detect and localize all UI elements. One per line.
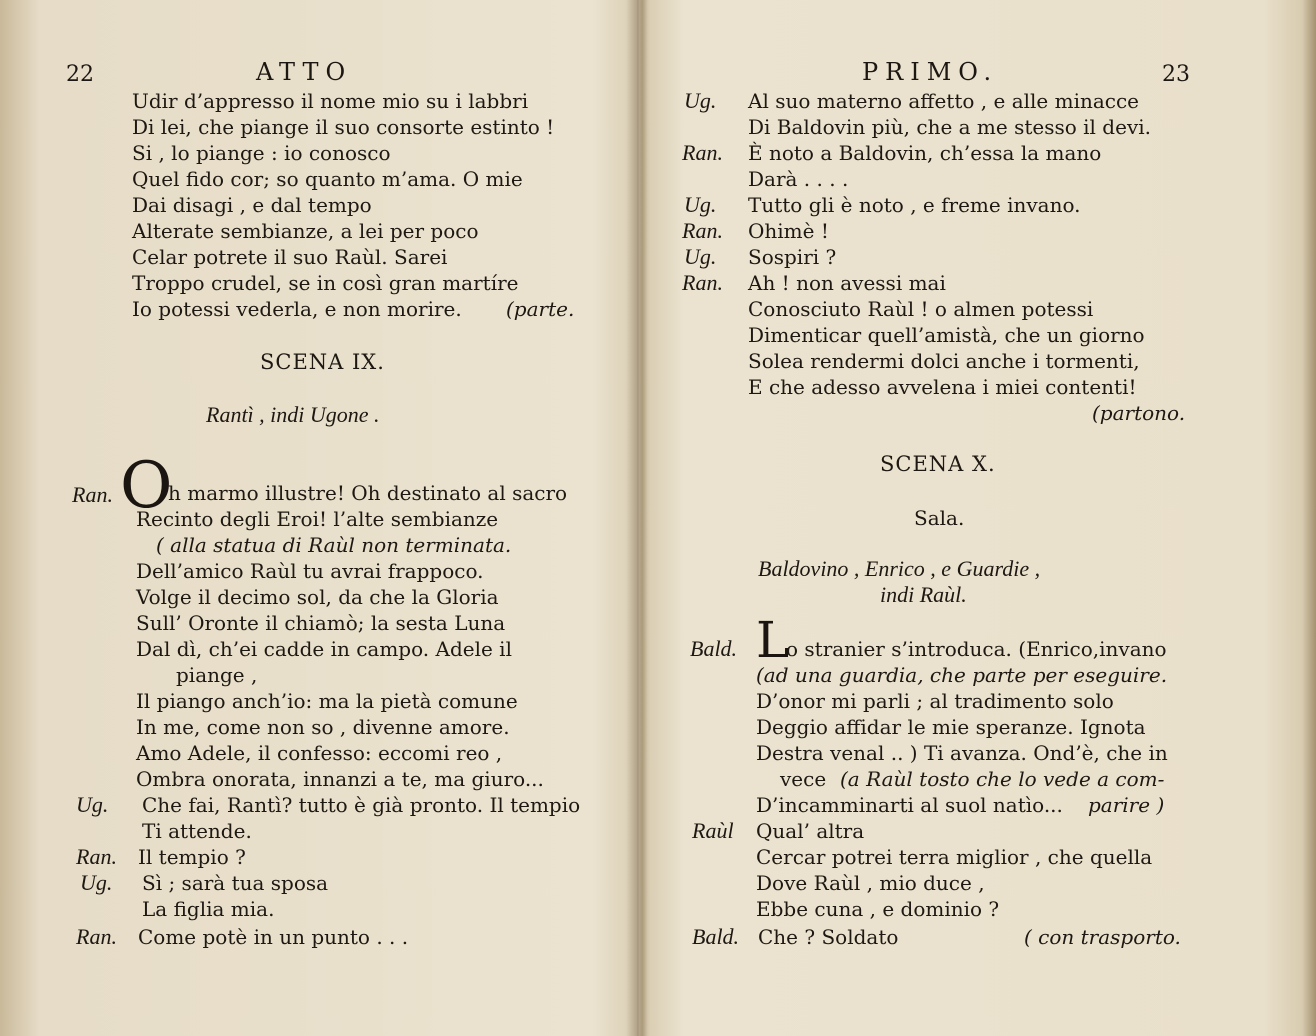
speaker-label: Ran. (76, 844, 117, 869)
scene-characters: indi Raùl. (880, 582, 967, 607)
verse-line: Ohimè ! (748, 219, 829, 243)
speaker-label: Ug. (80, 870, 113, 895)
verse-line: Di Baldovin più, che a me stesso il devi. (748, 115, 1151, 139)
verse-line: Dimenticar quell’amistà, che un giorno (748, 323, 1145, 347)
verse-line: Solea rendermi dolci anche i tormenti, (748, 349, 1140, 373)
verse-line: Sull’ Oronte il chiamò; la sesta Luna (136, 611, 506, 635)
verse-line: Celar potrete il suo Raùl. Sarei (132, 245, 448, 269)
verse-line: o stranier s’introduca. (Enrico,invano (786, 637, 1167, 661)
verse-line: Sospiri ? (748, 245, 837, 269)
speaker-label: Ran. (682, 140, 723, 165)
verse-line: E che adesso avvelena i miei contenti! (748, 375, 1137, 399)
verse-line: Ombra onorata, innanzi a te, ma giuro... (136, 767, 544, 791)
verse-line: Volge il decimo sol, da che la Gloria (136, 585, 499, 609)
verse-line: h marmo illustre! Oh destinato al sacro (168, 481, 568, 505)
speaker-label: Bald. (692, 924, 740, 949)
page-number: 22 (66, 62, 94, 87)
verse-line: Sì ; sarà tua sposa (142, 871, 329, 895)
verse-line: Conosciuto Raùl ! o almen potessi (748, 297, 1094, 321)
verse-line: Di lei, che piange il suo consorte estinto ! (132, 115, 555, 139)
verse-line: Udir d’appresso il nome mio su i labbri (132, 89, 529, 113)
verse-line: Che ? Soldato (758, 925, 899, 949)
verse-line: Come potè in un punto . . . (138, 925, 409, 949)
verse-line: Qual’ altra (756, 819, 865, 843)
verse-line: Alterate sembianze, a lei per poco (132, 219, 479, 243)
verse-line: Dal dì, ch’ei cadde in campo. Adele il (136, 637, 512, 661)
verse-line: Destra venal .. ) Ti avanza. Ond’è, che in (756, 741, 1168, 765)
verse-line: Si , lo piange : io conosco (132, 141, 391, 165)
verse-line: Darà . . . . (748, 167, 849, 191)
verse-line: In me, come non so , divenne amore. (136, 715, 510, 739)
verse-line: Ti attende. (142, 819, 252, 843)
verse-line: La figlia mia. (142, 897, 275, 921)
running-head: PRIMO. (862, 58, 999, 86)
speaker-label: Raùl (692, 818, 734, 843)
verse-line: Quel fido cor; so quanto m’ama. O mie (132, 167, 523, 191)
speaker-label: Ran. (76, 924, 117, 949)
speaker-label: Ug. (76, 792, 109, 817)
speaker-label: Ug. (684, 244, 717, 269)
stage-direction: (ad una guardia, che parte per eseguire. (756, 663, 1168, 687)
verse-line: Dove Raùl , mio duce , (756, 871, 985, 895)
scene-title: SCENA IX. (260, 350, 385, 374)
verse-line: Dell’amico Raùl tu avrai frappoco. (136, 559, 484, 583)
speaker-label: Ran. (682, 270, 723, 295)
verse-line: Al suo materno affetto , e alle minacce (748, 89, 1140, 113)
scene-title: SCENA X. (880, 452, 996, 476)
drop-capital: L (756, 611, 790, 669)
verse-line: Cercar potrei terra miglior , che quella (756, 845, 1153, 869)
stage-direction: ( alla statua di Raùl non terminata. (156, 533, 512, 557)
stage-direction: (parte. (506, 297, 575, 321)
scene-characters: Rantì , indi Ugone . (206, 402, 380, 427)
verse-line: Ah ! non avessi mai (748, 271, 946, 295)
scene-characters: Baldovino , Enrico , e Guardie , (758, 556, 1041, 581)
verse-line: Recinto degli Eroi! l’alte sembianze (136, 507, 499, 531)
speaker-label: Ran. (72, 482, 113, 507)
verse-line: Il piango anch’io: ma la pietà comune (136, 689, 518, 713)
verse-line: Ebbe cuna , e dominio ? (756, 897, 1000, 921)
verse-line: Dai disagi , e dal tempo (132, 193, 372, 217)
verse-line: Amo Adele, il confesso: eccomi reo , (136, 741, 503, 765)
verse-line: Che fai, Rantì? tutto è già pronto. Il tempio (142, 793, 581, 817)
drop-capital: O (120, 449, 173, 523)
verse-line: Troppo crudel, se in così gran martíre (132, 271, 519, 295)
verse-line: Deggio affidar le mie speranze. Ignota (756, 715, 1146, 739)
page-number: 23 (1162, 62, 1190, 87)
verse-line: D’onor mi parli ; al tradimento solo (756, 689, 1114, 713)
stage-direction: (a Raùl tosto che lo vede a com- (840, 767, 1165, 791)
verse-line: vece (780, 767, 827, 791)
verse-line: Io potessi vederla, e non morire. (132, 297, 462, 321)
verse-line: È noto a Baldovin, ch’essa la mano (748, 141, 1102, 165)
running-head: ATTO (256, 58, 353, 86)
left-page (0, 0, 636, 1036)
stage-direction: ( con trasporto. (1024, 925, 1181, 949)
right-page (640, 0, 1316, 1036)
verse-line: Tutto gli è noto , e freme invano. (748, 193, 1081, 217)
verse-line: Il tempio ? (138, 845, 246, 869)
stage-direction: parire ) (1088, 793, 1165, 817)
verse-line: D’incamminarti al suol natìo... (756, 793, 1063, 817)
stage-direction: (partono. (1092, 401, 1186, 425)
speaker-label: Ug. (684, 88, 717, 113)
scene-setting: Sala. (914, 506, 965, 530)
speaker-label: Ug. (684, 192, 717, 217)
verse-line: piange , (176, 663, 258, 687)
speaker-label: Ran. (682, 218, 723, 243)
speaker-label: Bald. (690, 636, 738, 661)
